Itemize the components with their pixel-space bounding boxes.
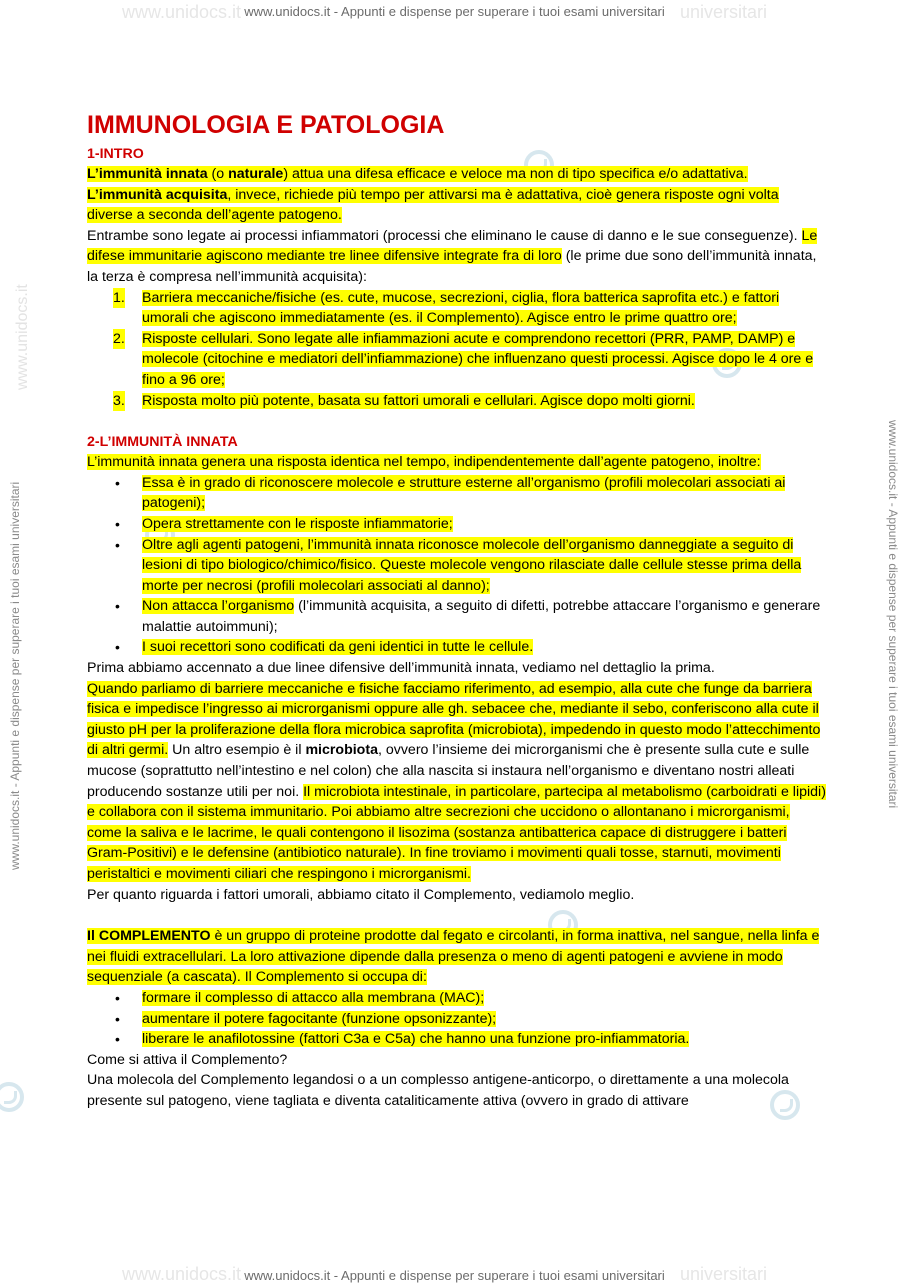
numbered-list [87, 288, 827, 412]
paragraph: Entrambe sono legate ai processi infiammatori (processi che eliminano le cause di danno e le sue conseguenze). Le difese immunitarie agiscono mediante tre linee difensive integrate fra di loro (le prime due sono dell’immunità innata, la terza è compresa nell’immunità acquisita): [87, 227, 818, 285]
list-item: 2. Risposte cellulari. Sono legate alle infiammazioni acute e comprendono recettori (PRR, PAMP, DAMP) e molecole (citochine e mediatori dell’infiammazione) che influenzano questi processi. Agisce dopo le 4 ore e fino a 96 ore; [113, 330, 814, 388]
bullet-list [87, 473, 827, 658]
document-body [87, 108, 827, 1112]
list-item: • Opera strettamente con le risposte infiammatorie; [87, 514, 827, 535]
watermark-ghost-bottom-right: universitari [680, 1264, 768, 1284]
document-title: IMMUNOLOGIA E PATOLOGIA [87, 111, 445, 139]
bullet-icon: • [115, 598, 120, 615]
list-item: • aumentare il potere fagocitante (funzione opsonizzante); [87, 1009, 827, 1030]
unidocs-logo-icon [0, 1082, 24, 1112]
paragraph: L’immunità innata (o naturale) attua una difesa efficace e veloce ma non di tipo specifica e/o adattativa. [87, 166, 748, 182]
paragraph: L’immunità innata genera una risposta identica nel tempo, indipendentemente dall’agente patogeno, inoltre: [87, 454, 761, 471]
paragraph: Per quanto riguarda i fattori umorali, abbiamo citato il Complemento, vediamolo meglio. [87, 886, 635, 903]
bullet-icon: • [115, 474, 120, 491]
bullet-icon: • [115, 989, 120, 1006]
paragraph: L’immunità acquisita, invece, richiede più tempo per attivarsi ma è adattativa, cioè genera risposte ogni volta diverse a seconda dell’agente patogeno. [87, 186, 779, 224]
list-item: 1. Barriera meccaniche/fisiche (es. cute, mucose, secrezioni, ciglia, flora batterica saprofita etc.) e fattori umorali che agiscono immediatamente (es. il Complemento). Agisce entro le prime quattro ore; [113, 289, 780, 327]
watermark-ghost-top-right: universitari [680, 2, 768, 22]
section-heading-innate-immunity: 2-L’IMMUNITÀ INNATA [87, 434, 238, 451]
watermark-left: www.unidocs.it - Appunti e dispense per superare i tuoi esami universitari [8, 481, 22, 870]
bullet-icon: • [115, 515, 120, 532]
paragraph: Prima abbiamo accennato a due linee difensive dell’immunità innata, vediamo nel dettaglio la prima. [87, 660, 715, 677]
list-item: • formare il complesso di attacco alla membrana (MAC); [87, 988, 827, 1009]
watermark-bottom: www.unidocs.it - Appunti e dispense per superare i tuoi esami universitari [244, 1268, 665, 1283]
list-item: • I suoi recettori sono codificati da geni identici in tutte le cellule. [87, 637, 827, 658]
bullet-icon: • [115, 1010, 120, 1027]
list-item: 3. Risposta molto più potente, basata su fattori umorali e cellulari. Agisce dopo molti giorni. [87, 391, 827, 412]
section-heading-intro: 1-INTRO [87, 146, 144, 162]
list-item: • Non attacca l’organismo (l’immunità acquisita, a seguito di difetti, potrebbe attaccare l’organismo e generare malattie autoimmuni); [115, 598, 821, 635]
paragraph: Il COMPLEMENTO è un gruppo di proteine prodotte dal fegato e circolanti, in forma inattiva, nel sangue, nella linfa e nei fluidi extracellulari. La loro attivazione dipende dalla presenza o meno di agenti patogeni e avviene in modo sequenziale (a cascata). Il Complemento si occupa di: [87, 928, 820, 986]
bullet-icon: • [115, 639, 120, 656]
watermark-ghost-top-left: www.unidocs.it [122, 2, 242, 22]
paragraph: Come si attiva il Complemento? [87, 1051, 288, 1068]
bullet-list [87, 988, 827, 1050]
watermark-right: www.unidocs.it - Appunti e dispense per superare i tuoi esami universitari [886, 420, 900, 809]
list-item: • Oltre agli agenti patogeni, l’immunità innata riconosce molecole dell’organismo danneggiate a seguito di lesioni di tipo biologico/chimico/fisico. Queste molecole vengono rilasciate dalle cellule stesse prima della morte per necrosi (profili molecolari associati al danno); [115, 536, 802, 594]
bullet-icon: • [115, 536, 120, 553]
list-item: • Essa è in grado di riconoscere molecole e strutture esterne all’organismo (profili molecolari associati ai patogeni); [115, 474, 786, 512]
paragraph: Una molecola del Complemento legandosi o a un complesso antigene-anticorpo, o direttamente a una molecola presente sul patogeno, viene tagliata e diventa cataliticamente attiva (ovvero in grado di attivare [87, 1072, 789, 1109]
paragraph: Quando parliamo di barriere meccaniche e fisiche facciamo riferimento, ad esempio, alla cute che funge da barriera fisica e impedisce l’ingresso ai microrganismi oppure alle gh. sebacee che, mediante il sebo, conferiscono alla cute il giusto pH per la proliferazione della flora microbica saprofita (microbiota), impedendo in questo modo l’attecchimento di altri germi. Un altro esempio è il microbiota, ovvero l’insieme dei microrganismi che è presente sulla cute e sulle mucose (soprattutto nell’intestino e nel colon) che alla nascita si instaura nell’organismo e diventano nostri alleati producendo sostanze utili per noi. Il microbiota intestinale, in particolare, partecipa al metabolismo (carboidrati e lipidi) e collabora con il sistema immunitario. Poi abbiamo altre secrezioni che uccidono o allontanano i microrganismi, come la saliva e le lacrime, le quali contengono il lisozima (sostanza antibatterica capace di distruggere i batteri Gram-Positivi) e le defensine (antibiotico naturale). In fine troviamo i movimenti quali tosse, starnuti, movimenti peristaltici e movimenti ciliari che respingono i microrganismi. [87, 680, 826, 882]
list-item: • liberare le anafilotossine (fattori C3a e C5a) che hanno una funzione pro-infiammatoria. [87, 1029, 827, 1050]
watermark-ghost-bottom-left: www.unidocs.it [122, 1264, 242, 1284]
watermark-faint-left: www.unidocs.it [14, 284, 31, 390]
bullet-icon: • [115, 1031, 120, 1048]
watermark-top: www.unidocs.it - Appunti e dispense per superare i tuoi esami universitari [244, 4, 665, 19]
